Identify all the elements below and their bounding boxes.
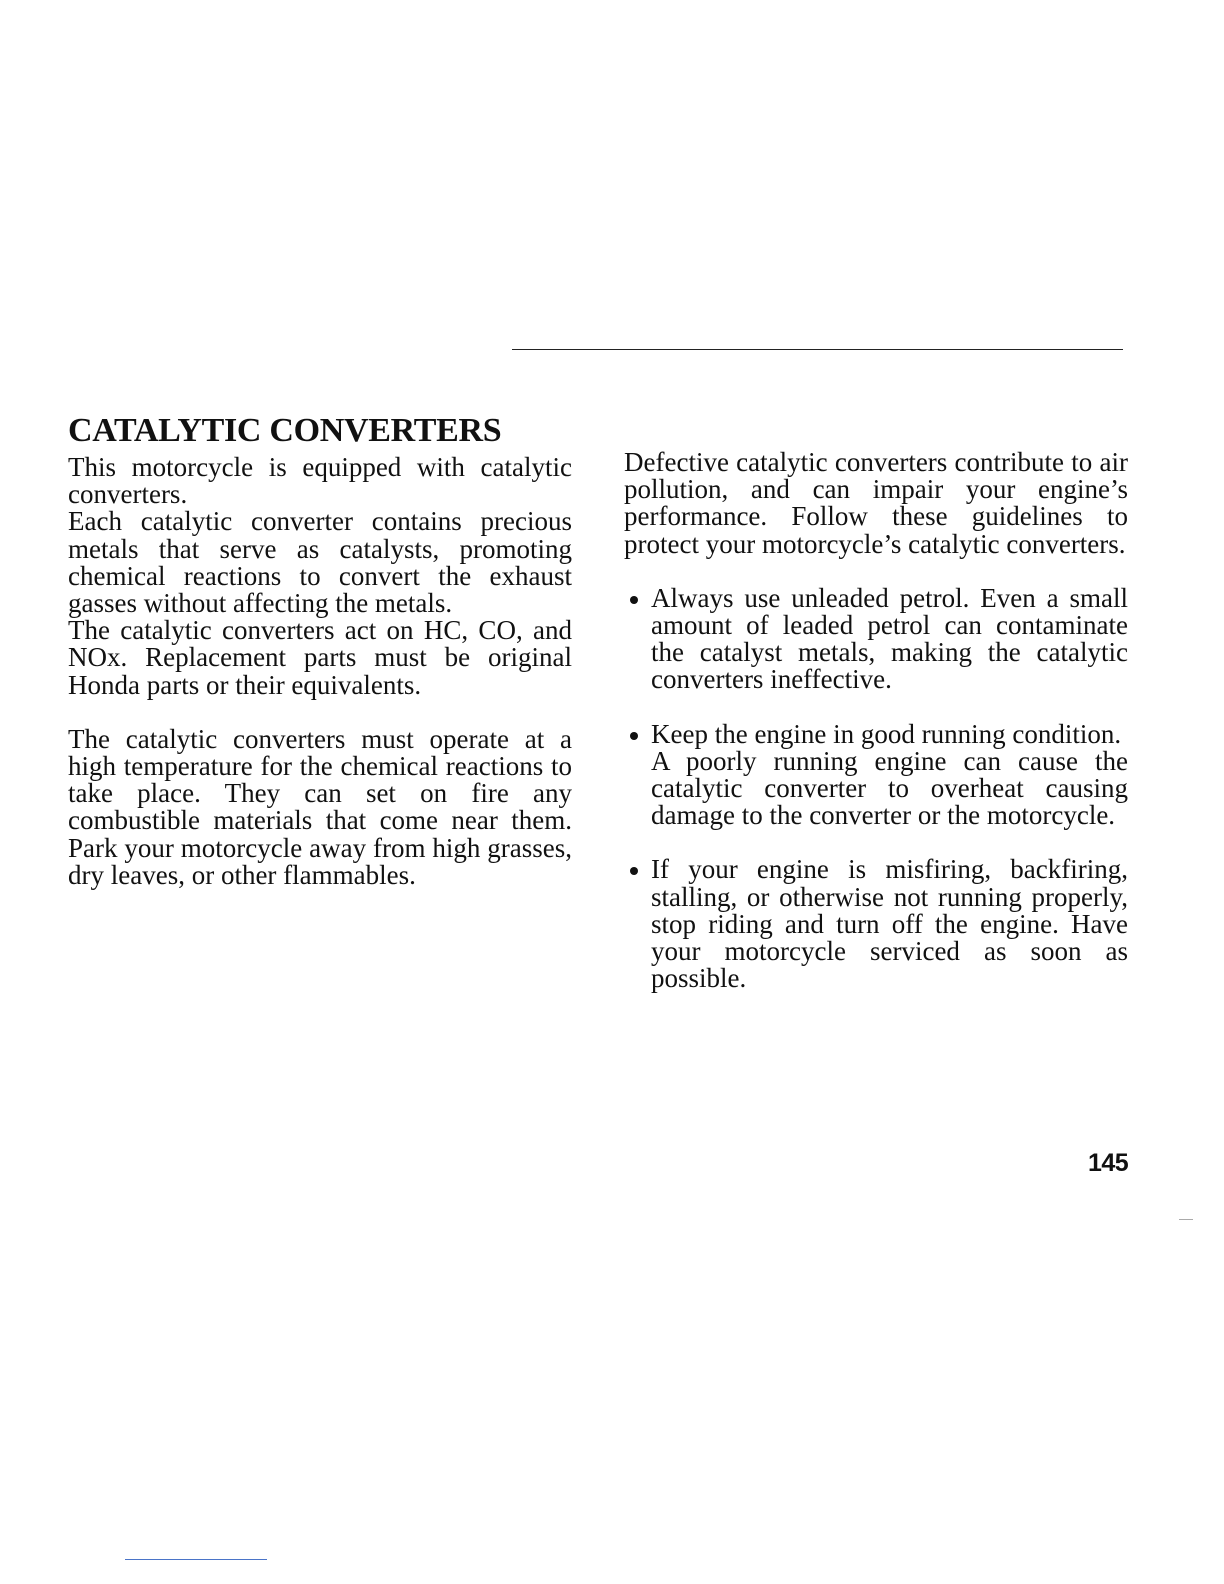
guideline-item <box>624 856 1128 992</box>
bullet-icon <box>630 867 638 875</box>
bullet-icon <box>630 596 638 604</box>
right-column <box>624 449 1128 1019</box>
page-number: 145 <box>1088 1149 1129 1177</box>
guideline-detail: A poorly running engine can cause the catalytic converter to overheat causing damage to the converter or the motorcycle. <box>651 745 1128 831</box>
guideline-text: Always use unleaded petrol. Even a small amount of leaded petrol can contaminate the catalyst metals, making the catalytic converters ineffective. <box>651 582 1128 695</box>
precious-metals-paragraph: Each catalytic converter contains precious metals that serve as catalysts, promoting chemical reactions to convert the exhaust gasses without affecting the metals. <box>68 506 572 619</box>
section-title: CATALYTIC CONVERTERS <box>68 412 502 449</box>
bullet-icon <box>630 732 638 740</box>
fire-hazard-paragraph: The catalytic converters must operate at a high temperature for the chemical reactions to take place. They can set on fire any combustible materials that come near them. Park your motorcycle away from high grasses, dry leaves, or other flammables. <box>68 723 572 890</box>
guideline-text: Keep the engine in good running condition. <box>651 718 1122 749</box>
footer-rule <box>125 1559 267 1560</box>
edge-mark <box>1179 1219 1193 1220</box>
guideline-item <box>624 582 1128 695</box>
header-rule <box>512 349 1123 350</box>
guideline-text: If your engine is misfiring, backfiring, stalling, or otherwise not running properly, stop riding and turn off the engine. Have your motorcycle serviced as soon as possible. <box>651 854 1128 994</box>
left-column <box>68 412 572 889</box>
guidelines-list <box>624 582 1128 994</box>
guidelines-intro: Defective catalytic converters contribute to air pollution, and can impair your engine’s performance. Follow these guidelines to protect your motorcycle’s catalytic converters. <box>624 447 1128 559</box>
emissions-paragraph: The catalytic converters act on HC, CO, and NOx. Replacement parts must be original Honda parts or their equivalents. <box>68 615 572 700</box>
guideline-item <box>624 718 1128 831</box>
intro-paragraph: This motorcycle is equipped with catalytic converters. <box>68 452 572 510</box>
